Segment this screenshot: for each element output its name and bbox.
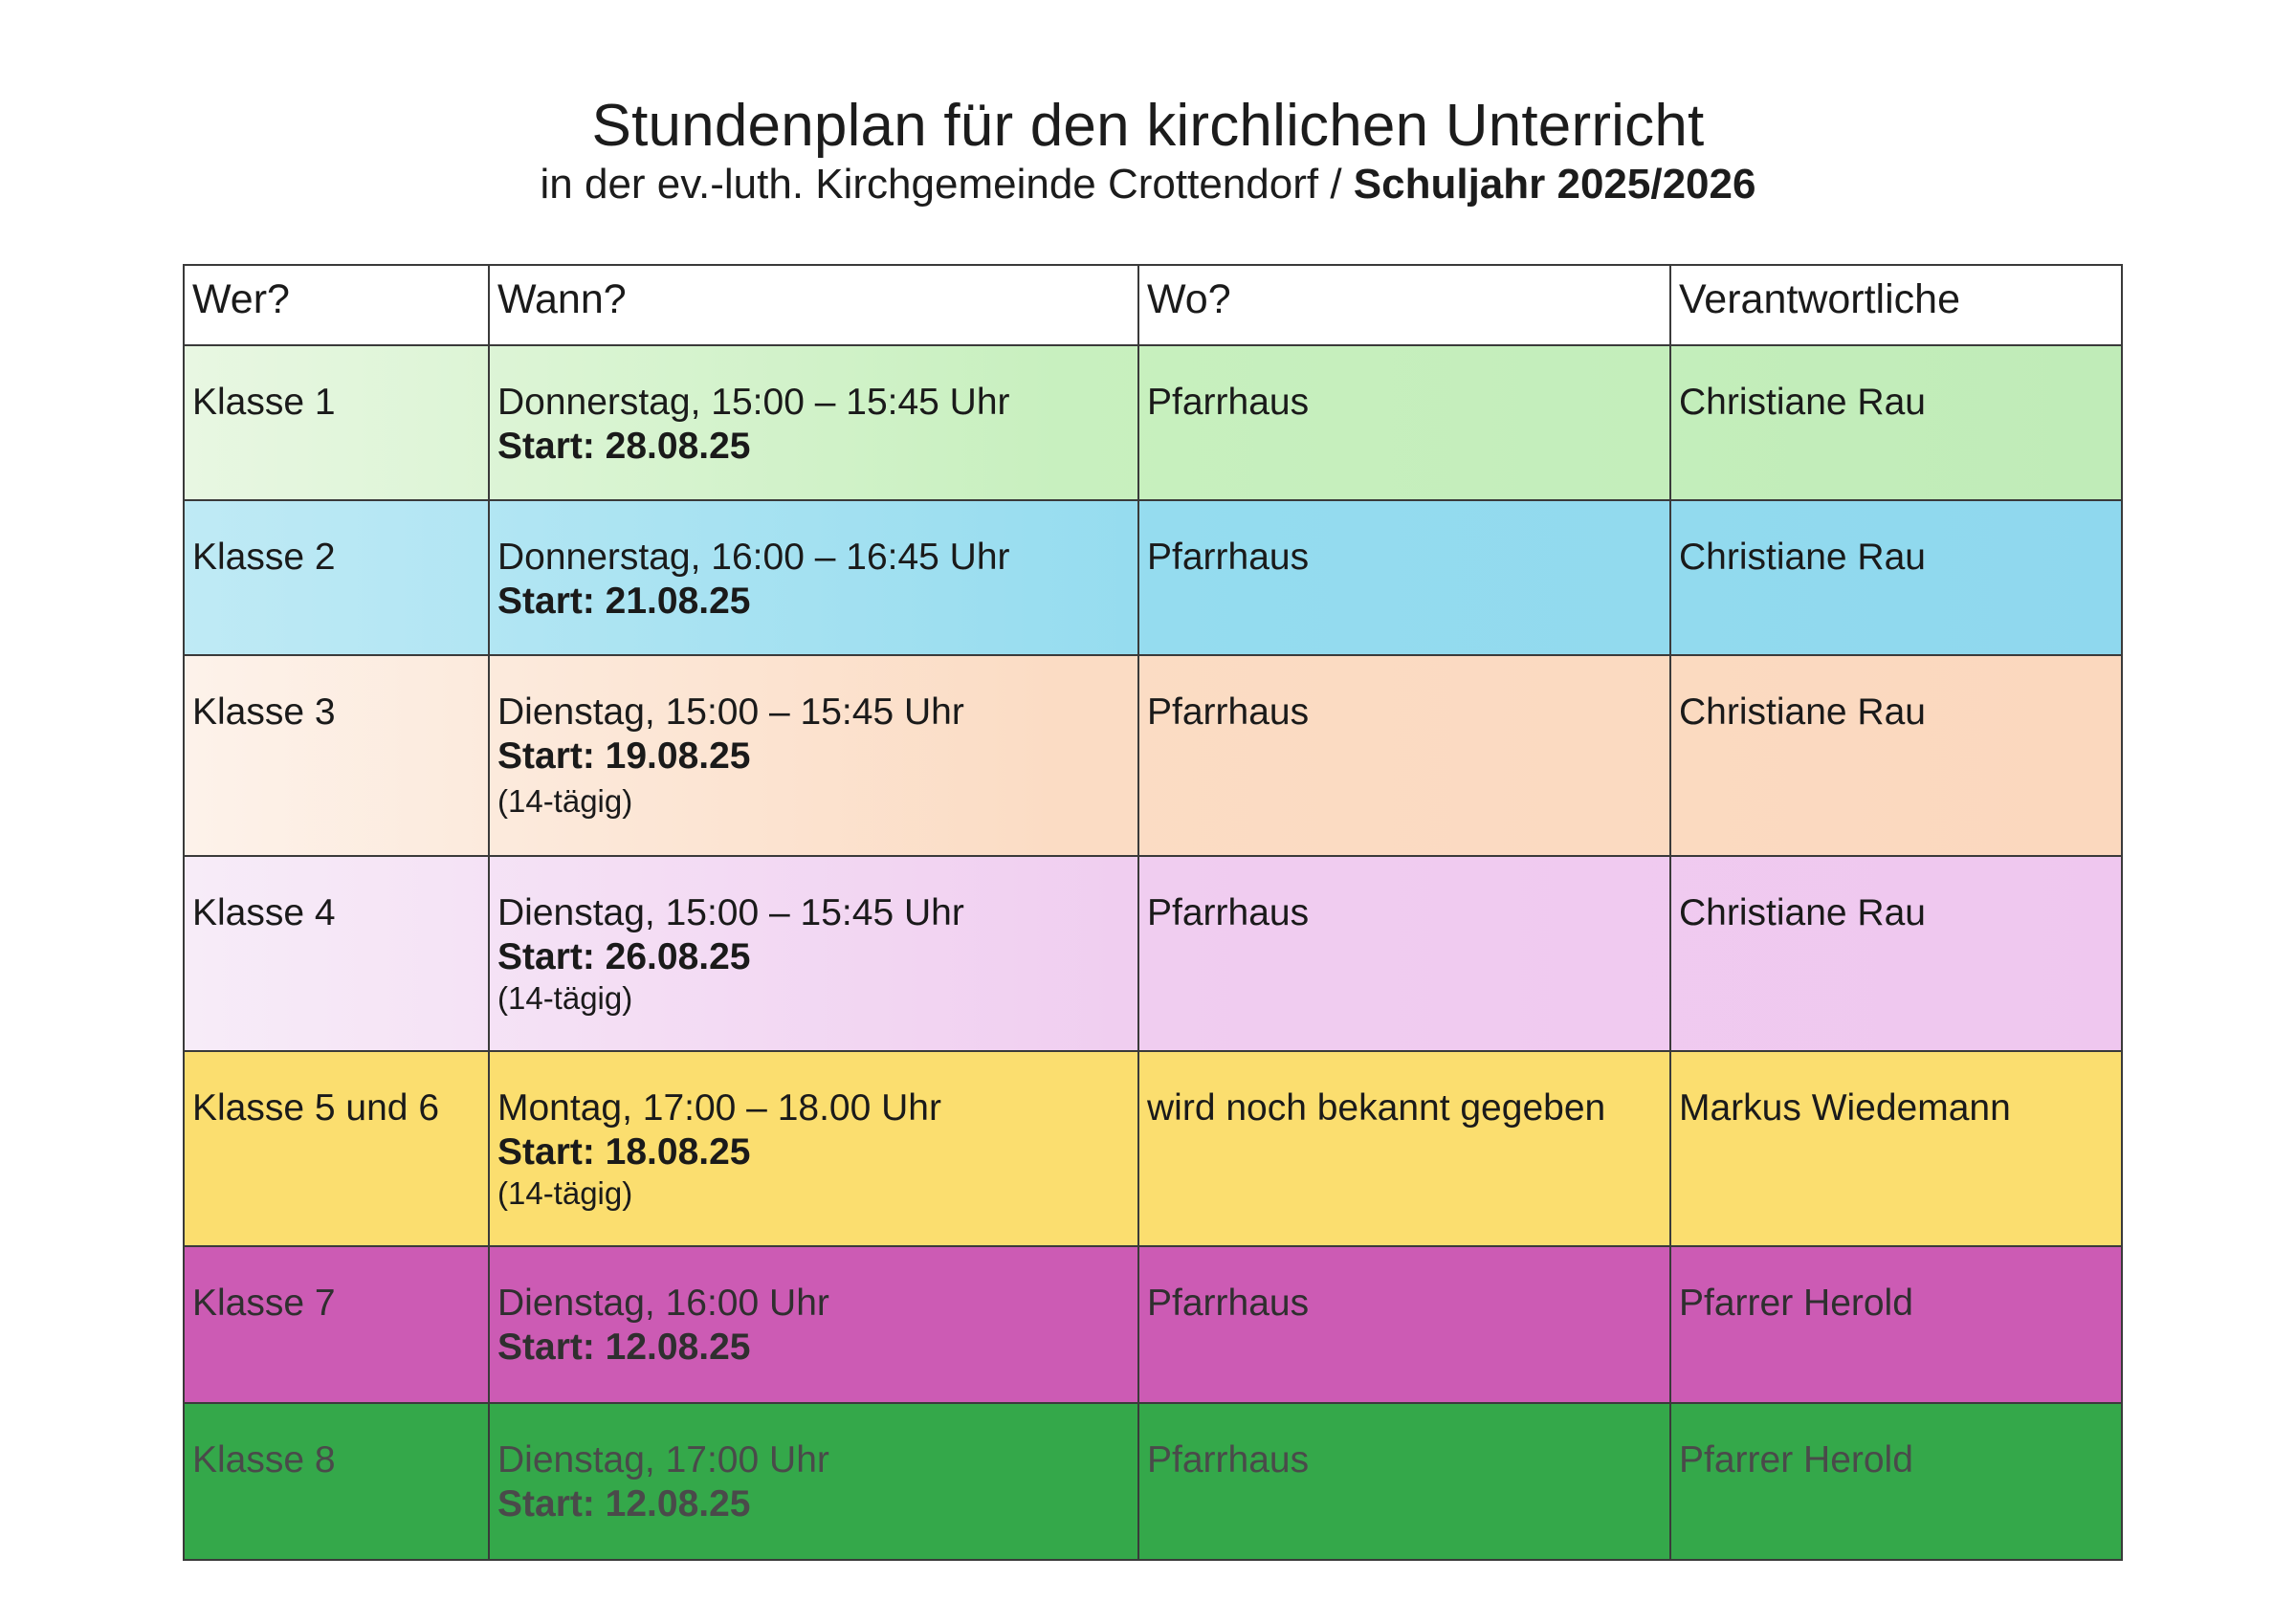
cell-wo: Pfarrhaus: [1138, 1403, 1670, 1560]
table-row: [184, 655, 2122, 856]
cell-wann: [489, 856, 1138, 1051]
cell-wo: wird noch bekannt gegeben: [1138, 1051, 1670, 1246]
column-header-wann: Wann?: [489, 265, 1138, 345]
cell-verantwortliche: Christiane Rau: [1670, 856, 2122, 1051]
page-subtitle: [0, 161, 2296, 208]
cell-wann: [489, 1403, 1138, 1560]
table-row: [184, 1403, 2122, 1560]
cell-wann-time: Dienstag, 16:00 Uhr: [497, 1283, 829, 1324]
cell-wann-time: Dienstag, 17:00 Uhr: [497, 1439, 829, 1480]
cell-verantwortliche: Christiane Rau: [1670, 655, 2122, 856]
subtitle-school-year: Schuljahr 2025/2026: [1353, 161, 1756, 208]
cell-wann-time: Montag, 17:00 – 18.00 Uhr: [497, 1087, 941, 1129]
cell-wann-start: Start: 12.08.25: [497, 1483, 751, 1524]
subtitle-parish: in der ev.-luth. Kirchgemeinde Crottendorf /: [540, 161, 1354, 208]
cell-wo: Pfarrhaus: [1138, 345, 1670, 500]
schedule-table: [183, 264, 2123, 1561]
cell-verantwortliche: Pfarrer Herold: [1670, 1246, 2122, 1403]
table-row: [184, 856, 2122, 1051]
cell-wann-start: Start: 21.08.25: [497, 581, 751, 622]
cell-wo: Pfarrhaus: [1138, 856, 1670, 1051]
table-header-row: [184, 265, 2122, 345]
table-row: [184, 1051, 2122, 1246]
cell-wer: Klasse 8: [184, 1403, 489, 1560]
cell-wann-time: Dienstag, 15:00 – 15:45 Uhr: [497, 892, 964, 933]
cell-wer: Klasse 7: [184, 1246, 489, 1403]
column-header-verantwortliche: Verantwortliche: [1670, 265, 2122, 345]
cell-wann-note: (14-tägig): [497, 1175, 633, 1211]
cell-wer: Klasse 1: [184, 345, 489, 500]
table-row: [184, 345, 2122, 500]
cell-wann-time: Donnerstag, 15:00 – 15:45 Uhr: [497, 382, 1010, 423]
cell-wann-note: (14-tägig): [497, 980, 633, 1016]
cell-wann: [489, 345, 1138, 500]
cell-wer: Klasse 5 und 6: [184, 1051, 489, 1246]
cell-wo: Pfarrhaus: [1138, 500, 1670, 655]
cell-wann: [489, 1051, 1138, 1246]
cell-wann: [489, 655, 1138, 856]
cell-verantwortliche: Christiane Rau: [1670, 345, 2122, 500]
cell-wann-start: Start: 19.08.25: [497, 735, 751, 777]
cell-wann-start: Start: 12.08.25: [497, 1327, 751, 1368]
cell-verantwortliche: Christiane Rau: [1670, 500, 2122, 655]
cell-wer: Klasse 4: [184, 856, 489, 1051]
cell-wann-start: Start: 28.08.25: [497, 426, 751, 467]
cell-verantwortliche: Pfarrer Herold: [1670, 1403, 2122, 1560]
cell-verantwortliche: Markus Wiedemann: [1670, 1051, 2122, 1246]
cell-wann: [489, 500, 1138, 655]
cell-wo: Pfarrhaus: [1138, 1246, 1670, 1403]
cell-wer: Klasse 3: [184, 655, 489, 856]
cell-wann-time: Dienstag, 15:00 – 15:45 Uhr: [497, 691, 964, 733]
table-row: [184, 500, 2122, 655]
cell-wann-start: Start: 26.08.25: [497, 936, 751, 977]
cell-wann-time: Donnerstag, 16:00 – 16:45 Uhr: [497, 537, 1010, 578]
cell-wann-note: (14-tägig): [497, 783, 633, 819]
page-title: Stundenplan für den kirchlichen Unterricht: [591, 93, 1705, 159]
cell-wo: Pfarrhaus: [1138, 655, 1670, 856]
cell-wer: Klasse 2: [184, 500, 489, 655]
cell-wann: [489, 1246, 1138, 1403]
table-row: [184, 1246, 2122, 1403]
cell-wann-start: Start: 18.08.25: [497, 1131, 751, 1173]
column-header-wo: Wo?: [1138, 265, 1670, 345]
column-header-wer: Wer?: [184, 265, 489, 345]
